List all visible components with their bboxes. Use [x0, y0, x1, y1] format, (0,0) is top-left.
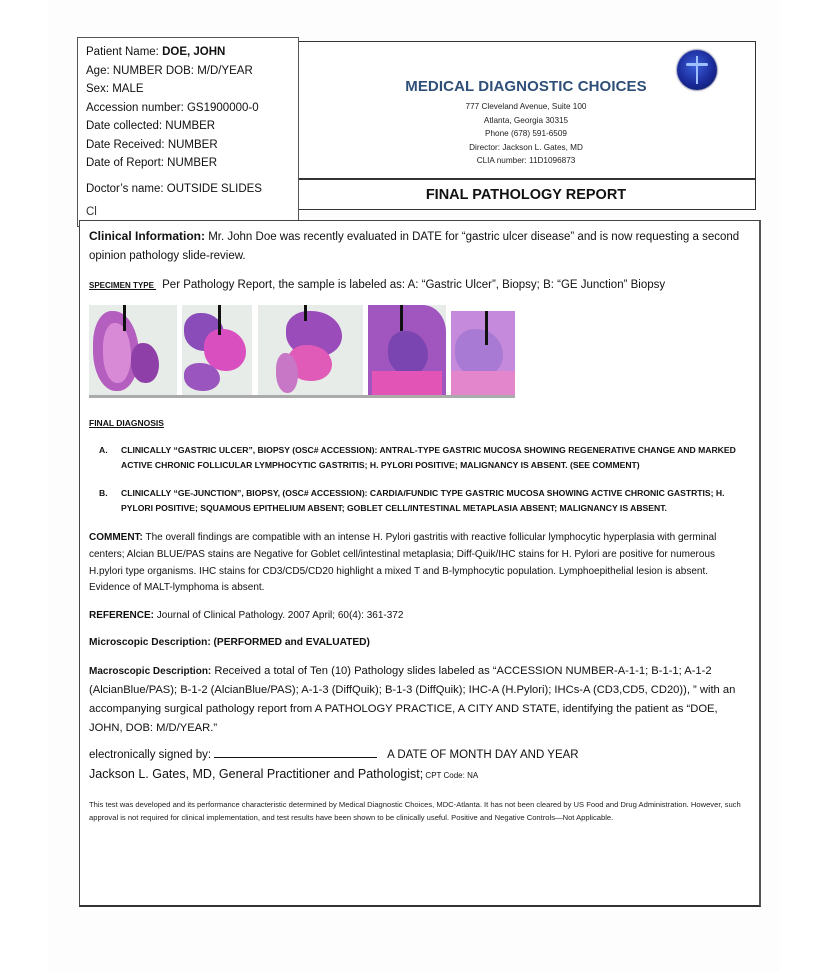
accession-number: Accession number: GS1900000-0	[86, 101, 259, 114]
cut-off-text: Cl	[86, 206, 97, 218]
clinical-information	[89, 227, 749, 266]
patient-name	[86, 43, 290, 62]
lab-clia: CLIA number: 11D1096873	[476, 156, 576, 166]
caduceus-logo-icon	[677, 50, 717, 90]
lab-header	[297, 41, 756, 179]
lab-director: Director: Jackson L. Gates, MD	[469, 142, 583, 152]
histology-slide-4	[368, 305, 446, 395]
reference-label: REFERENCE:	[89, 610, 155, 622]
doctor-name: Doctor’s name: OUTSIDE SLIDES	[86, 182, 262, 195]
histology-image-strip	[89, 305, 515, 401]
histology-slide-3	[258, 305, 363, 395]
lab-address-block	[297, 100, 755, 168]
histology-slide-1	[89, 305, 177, 395]
macroscopic-description	[89, 662, 749, 738]
patient-name-value: DOE, JOHN	[162, 46, 226, 58]
patient-info-box	[77, 37, 299, 227]
report-body	[79, 220, 761, 907]
signer-name: Jackson L. Gates, MD, General Practitioner and Pathologist;	[89, 767, 424, 782]
specimen-type-label: SPECIMEN TYPE	[89, 281, 157, 290]
signature-blank	[214, 746, 377, 758]
date-received: Date Received: NUMBER	[86, 138, 218, 151]
lab-address-line2: Atlanta, Georgia 30315	[483, 115, 569, 125]
lab-address-line1: 777 Cleveland Avenue, Suite 100	[465, 102, 587, 111]
signature-line	[89, 746, 749, 765]
specimen-type-text: Per Pathology Report, the sample is labeled as: A: “Gastric Ulcer”, Biopsy; B: “GE Junction” Biopsy	[162, 279, 666, 291]
diagnosis-letter: B.	[99, 488, 108, 498]
signed-by-label: electronically signed by:	[89, 749, 212, 762]
histology-slide-2	[182, 305, 252, 395]
diagnosis-item	[89, 486, 749, 516]
signer-info	[89, 765, 749, 785]
diagnosis-text: CLINICALLY “GE-JUNCTION”, BIOPSY, (OSC# ACCESSION): CARDIA/FUNDIC TYPE GASTRIC MUCOSA SHOWING ACTIVE CHRONIC GASTRTIS; H. PYLORI POSITIVE; SQUAMOUS EPITHELIUM ABSENT; GOBLET CELL/INTESTINAL METAPLASIA ABSENT; MALIGNANCY IS ABSENT.	[121, 488, 725, 513]
disclaimer-text: This test was developed and its performance characteristic determined by Medical Diagnostic Choices, MDC-Atlanta. It has not been cleared by US Food and Drug Administration. However, such approval is not required for clinical implementation, and test results have been shown to be clinically useful. Positive and Negative Controls—Not Applicable.	[89, 800, 741, 823]
final-diagnosis-title: FINAL DIAGNOSIS	[89, 418, 164, 428]
lab-name: MEDICAL DIAGNOSTIC CHOICES	[405, 78, 647, 95]
diagnosis-item	[89, 443, 749, 473]
reference-section	[89, 608, 749, 624]
clinical-information-label: Clinical Information:	[89, 229, 206, 243]
macroscopic-text: Received a total of Ten (10) Pathology slides labeled as “ACCESSION NUMBER-A-1-1; B-1-1; A-1-2 (AlcianBlue/PAS); B-1-2 (AlcianBlue/PAS); A-1-3 (DiffQuik); B-1-3 (DiffQuik); IHC-A (H.Pylori); IHCs-A (CD3,CD5, CD20)), ” with an accompanying surgical pathology report from A PATHOLOGY PRACTICE, A CITY AND STATE, identifying the patient as “DOE, JOHN, DOB: M/D/YEAR.”	[89, 665, 736, 735]
patient-sex: Sex: MALE	[86, 83, 144, 95]
comment-section	[89, 530, 749, 597]
macroscopic-label: Macroscopic Description:	[89, 666, 212, 678]
cpt-code: CPT Code: NA	[423, 771, 479, 781]
reference-text: Journal of Clinical Pathology. 2007 April; 60(4): 361-372	[154, 610, 404, 622]
signature-date: A DATE OF MONTH DAY AND YEAR	[387, 749, 579, 762]
patient-age-dob: Age: NUMBER DOB: M/D/YEAR	[86, 64, 253, 77]
image-strip-shadow	[89, 395, 515, 398]
comment-label: COMMENT:	[89, 532, 143, 543]
date-of-report: Date of Report: NUMBER	[86, 157, 218, 169]
lab-phone: Phone (678) 591-6509	[485, 129, 567, 139]
microscopic-description: Microscopic Description: (PERFORMED and EVALUATED)	[89, 637, 370, 649]
report-title: FINAL PATHOLOGY REPORT	[297, 178, 756, 210]
clinical-information-text: Mr. John Doe was recently evaluated in DATE for “gastric ulcer disease” and is now requesting a second opinion pathology slide-review.	[89, 231, 740, 262]
date-collected: Date collected: NUMBER	[86, 120, 216, 132]
histology-slide-5	[451, 311, 515, 395]
diagnosis-text: CLINICALLY “GASTRIC ULCER”, BIOPSY (OSC# ACCESSION): ANTRAL-TYPE GASTRIC MUCOSA SHOWING REGENERATIVE CHANGE AND MARKED ACTIVE CHRONIC FOLLICULAR LYMPHOCYTIC GASTRITIS; H. PYLORI POSITIVE; MALIGNANCY IS ABSENT. (SEE COMMENT)	[121, 445, 736, 470]
specimen-type	[89, 277, 749, 294]
comment-text: The overall findings are compatible with an intense H. Pylori gastritis with reactive follicular lymphocytic hyperplasia with germinal centers; Alcian BLUE/PAS stains are Negative for Goblet cell/intestinal metaplasia; Diff-Quik/IHC stains for H. Pylori are positive for numerous H.pylori type organisms. IHC stains for CD3/CD5/CD20 highlight a mixed T and B-lymphocytic population. Lymphoepithelial lesion is absent. Evidence of MALT-lymphoma is absent.	[89, 532, 717, 594]
patient-name-label: Patient Name:	[86, 46, 163, 58]
diagnosis-letter: A.	[99, 445, 108, 455]
